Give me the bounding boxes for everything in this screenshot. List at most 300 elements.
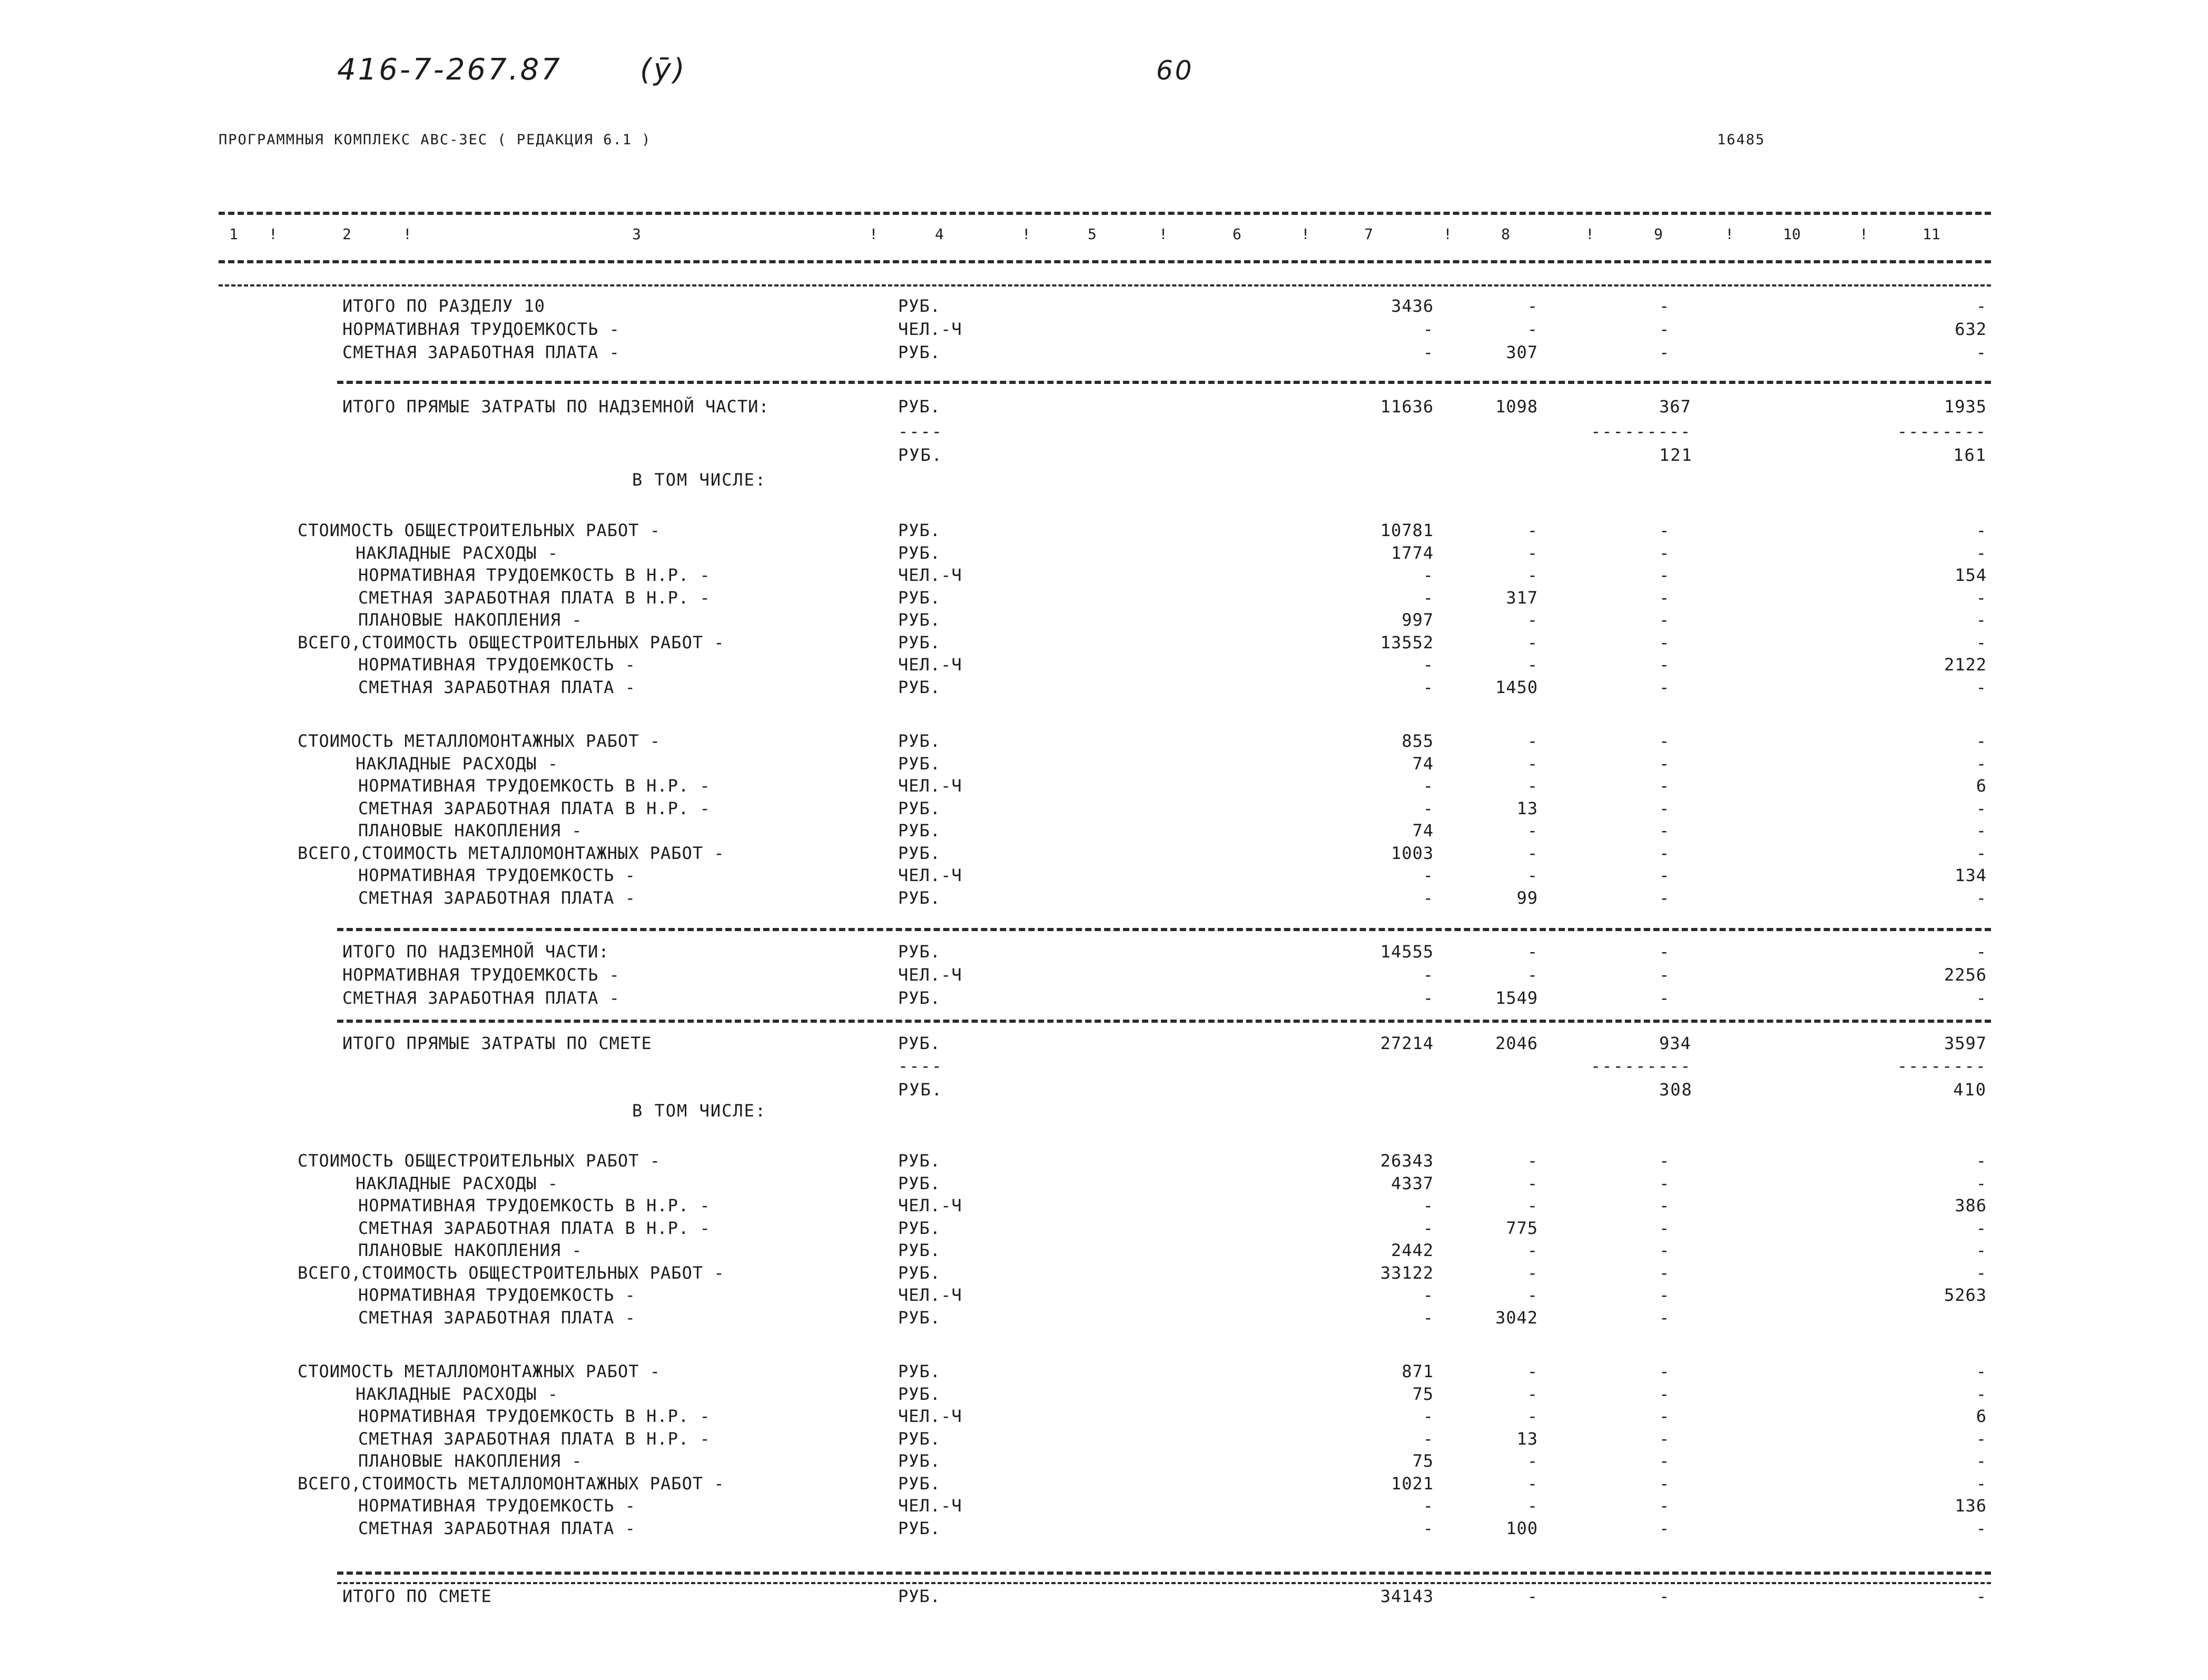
separator-3 [337,1020,1991,1023]
col8-value: - [1527,1151,1538,1171]
column-number: 10 [1783,225,1801,243]
row-label: ИТОГО ПРЯМЫЕ ЗАТРАТЫ ПО НАДЗЕМНОЙ ЧАСТИ: [342,397,770,417]
row-unit: РУБ. [898,753,941,774]
row-unit: РУБ. [898,1473,941,1494]
column-separator: ! [1022,225,1031,243]
col7-value: 74 [1412,753,1434,774]
table-row [0,1384,2208,1407]
col9-value: - [1659,865,1670,885]
row-label: НОРМАТИВНАЯ ТРУДОЕМКОСТЬ В Н.Р. - [358,1406,711,1426]
col8-value: - [1527,610,1538,630]
col8-value: 307 [1506,342,1538,362]
col9-dash: --------- [1591,1056,1692,1076]
col8-value: 99 [1516,887,1538,908]
col11-value: 410 [1953,1080,1987,1100]
row-unit: ЧЕЛ.-Ч [898,865,962,885]
col9-value: 308 [1659,1080,1693,1100]
col7-value: 34143 [1380,1586,1434,1606]
col11-value: 2256 [1944,965,1987,985]
row-unit: РУБ. [898,942,941,962]
separator-2 [337,928,1991,931]
col8-value: - [1527,655,1538,675]
col9-value: - [1659,1307,1670,1328]
col11-value: - [1976,296,1987,316]
column-separator: ! [1159,225,1168,243]
col9-value: 121 [1659,445,1693,465]
col11-value: 1935 [1944,397,1987,417]
doc-code: 416-7-267.87 [337,53,562,87]
col8-value: - [1527,1383,1538,1404]
column-number: 3 [632,225,641,243]
col11-value: - [1976,753,1987,774]
col9-dash: --------- [1591,421,1692,441]
col9-value: - [1659,520,1670,540]
table-row [0,1240,2208,1263]
col7-value: 1003 [1391,843,1434,863]
col9-value: - [1659,988,1670,1008]
col9-value: - [1659,1262,1670,1283]
col11-value: - [1976,988,1987,1008]
row-unit: ЧЕЛ.-Ч [898,1496,962,1516]
column-number: 6 [1233,225,1241,243]
col8-value: - [1527,1473,1538,1494]
col8-value: - [1527,1173,1538,1193]
col9-value: - [1659,296,1670,316]
handwritten-mark: (ӯ) [640,53,687,87]
col7-value: - [1423,865,1434,885]
row-unit: РУБ. [898,1080,943,1100]
table-row [0,754,2208,777]
col7-value: 33122 [1380,1262,1434,1283]
col7-value: 75 [1412,1383,1434,1404]
col9-value: - [1659,587,1670,608]
col7-value: 997 [1402,610,1434,630]
col9-value: - [1659,1496,1670,1516]
row-label: ПЛАНОВЫЕ НАКОПЛЕНИЯ - [358,1451,583,1471]
col11-value: 2122 [1944,655,1987,675]
col11-value: - [1976,342,1987,362]
col9-value: - [1659,798,1670,818]
row-unit: РУБ. [898,1518,941,1538]
col11-value: 3597 [1944,1033,1987,1053]
col8-value: 1098 [1495,397,1538,417]
col9-value: - [1659,677,1670,697]
table-row [0,677,2208,700]
row-label: СМЕТНАЯ ЗАРАБОТНАЯ ПЛАТА - [342,342,620,362]
col11-value: 5263 [1944,1285,1987,1305]
subtitle-including: В ТОМ ЧИСЛЕ: [632,1101,767,1121]
header-bottom-rule [219,260,1991,263]
col8-value: 775 [1506,1218,1538,1238]
col8-value: - [1527,821,1538,841]
table-row [0,1406,2208,1429]
col11-value: - [1976,843,1987,863]
col7-value: - [1423,587,1434,608]
col7-value: - [1423,319,1434,339]
row-unit: РУБ. [898,677,941,697]
row-unit: РУБ. [898,632,941,653]
col11-value: - [1976,1473,1987,1494]
row-label: СМЕТНАЯ ЗАРАБОТНАЯ ПЛАТА - [342,988,620,1008]
row-unit: РУБ. [898,988,941,1008]
col9-value: - [1659,942,1670,962]
row-label: СМЕТНАЯ ЗАРАБОТНАЯ ПЛАТА В Н.Р. - [358,1218,711,1238]
row-label: ВСЕГО,СТОИМОСТЬ ОБЩЕСТРОИТЕЛЬНЫХ РАБОТ - [298,1262,725,1283]
col8-value: - [1527,1240,1538,1260]
col11-value: - [1976,610,1987,630]
table-row [0,942,2208,965]
col9-value: 934 [1659,1033,1691,1053]
col11-value: - [1976,587,1987,608]
col11-value: - [1976,632,1987,653]
row-label: СМЕТНАЯ ЗАРАБОТНАЯ ПЛАТА В Н.Р. - [358,1428,711,1449]
row-label: СМЕТНАЯ ЗАРАБОТНАЯ ПЛАТА - [358,1307,636,1328]
col11-value: - [1976,677,1987,697]
column-separator: ! [1859,225,1868,243]
row-unit: РУБ. [898,587,941,608]
column-separator: ! [869,225,878,243]
row-label: НОРМАТИВНАЯ ТРУДОЕМКОСТЬ - [342,965,620,985]
row-label: ПЛАНОВЫЕ НАКОПЛЕНИЯ - [358,821,583,841]
col11-value: 134 [1955,865,1987,885]
col8-value: - [1527,1496,1538,1516]
row-unit: РУБ. [898,731,941,751]
col7-value: 74 [1412,821,1434,841]
col11-value: - [1976,821,1987,841]
col8-value: - [1527,1451,1538,1471]
unit-dash: ---- [898,421,943,441]
column-separator: ! [1443,225,1452,243]
col11-value: 154 [1955,565,1987,585]
col9-value: - [1659,610,1670,630]
row-label: ПЛАНОВЫЕ НАКОПЛЕНИЯ - [358,610,583,630]
col9-value: - [1659,1586,1670,1606]
row-unit: РУБ. [898,1033,941,1053]
column-number: 2 [342,225,351,243]
row-unit: РУБ. [898,397,941,417]
col8-value: - [1527,942,1538,962]
table-row [0,965,2208,988]
col9-value: - [1659,965,1670,985]
table-row [0,988,2208,1011]
col7-value: 2442 [1391,1240,1434,1260]
column-number: 9 [1654,225,1663,243]
col9-value: - [1659,565,1670,585]
column-number: 11 [1923,225,1940,243]
col8-value: - [1527,1285,1538,1305]
row-label: НАКЛАДНЫЕ РАСХОДЫ - [356,1173,559,1193]
col11-value: - [1976,1151,1987,1171]
separator-1 [337,381,1991,384]
col7-value: 26343 [1380,1151,1434,1171]
table-row [0,319,2208,342]
col8-value: - [1527,1262,1538,1283]
col11-value: - [1976,542,1987,563]
col9-value: - [1659,632,1670,653]
col9-value: - [1659,1218,1670,1238]
row-label: ПЛАНОВЫЕ НАКОПЛЕНИЯ - [358,1240,583,1260]
col7-value: 13552 [1380,632,1434,653]
col11-value: - [1976,1218,1987,1238]
table-row [0,1033,2208,1056]
col8-value: 1450 [1495,677,1538,697]
col11-value: - [1976,1428,1987,1449]
col9-value: - [1659,1383,1670,1404]
table-row [0,1518,2208,1541]
row-unit: РУБ. [898,610,941,630]
col8-value: 1549 [1495,988,1538,1008]
col7-value: - [1423,798,1434,818]
col8-value: - [1527,731,1538,751]
col11-value: 386 [1955,1195,1987,1215]
col7-value: - [1423,988,1434,1008]
col7-value: - [1423,965,1434,985]
row-label: СТОИМОСТЬ МЕТАЛЛОМОНТАЖНЫХ РАБОТ - [298,1361,661,1381]
row-unit: ЧЕЛ.-Ч [898,565,962,585]
table-row [0,397,2208,420]
row-label: СМЕТНАЯ ЗАРАБОТНАЯ ПЛАТА В Н.Р. - [358,587,711,608]
col8-value: - [1527,753,1538,774]
separator-5 [337,1582,1991,1584]
table-row [0,543,2208,566]
row-unit: РУБ. [898,887,941,908]
col9-value: - [1659,542,1670,563]
col7-value: - [1423,1496,1434,1516]
row-label: НОРМАТИВНАЯ ТРУДОЕМКОСТЬ В Н.Р. - [358,1195,711,1215]
col7-value: - [1423,887,1434,908]
table-row [0,1308,2208,1331]
col7-value: - [1423,776,1434,796]
col7-value: - [1423,1518,1434,1538]
col11-value: - [1976,1262,1987,1283]
row-unit: РУБ. [898,342,941,362]
col8-value: - [1527,296,1538,316]
col8-value: - [1527,632,1538,653]
col11-dash: -------- [1897,421,1987,441]
col11-value: - [1976,731,1987,751]
header-top-rule [219,212,1991,215]
row-label: НОРМАТИВНАЯ ТРУДОЕМКОСТЬ - [358,655,636,675]
row-label: НАКЛАДНЫЕ РАСХОДЫ - [356,542,559,563]
col9-value: - [1659,821,1670,841]
row-label: СМЕТНАЯ ЗАРАБОТНАЯ ПЛАТА - [358,887,636,908]
col7-value: 855 [1402,731,1434,751]
row-unit: ЧЕЛ.-Ч [898,776,962,796]
row-unit: РУБ. [898,1151,941,1171]
col8-value: - [1527,1361,1538,1381]
col7-value: - [1423,1285,1434,1305]
col7-value: - [1423,1218,1434,1238]
column-number: 4 [935,225,944,243]
row-unit: РУБ. [898,1218,941,1238]
col7-value: 1021 [1391,1473,1434,1494]
row-unit: РУБ. [898,843,941,863]
col9-value: - [1659,753,1670,774]
col7-value: 14555 [1380,942,1434,962]
row-label: СМЕТНАЯ ЗАРАБОТНАЯ ПЛАТА В Н.Р. - [358,798,711,818]
col11-value: 161 [1953,445,1987,465]
col9-value: - [1659,1151,1670,1171]
col8-value: 317 [1506,587,1538,608]
table-row [0,565,2208,588]
row-label: СТОИМОСТЬ ОБЩЕСТРОИТЕЛЬНЫХ РАБОТ - [298,1151,661,1171]
col7-value: - [1423,1428,1434,1449]
col7-value: - [1423,655,1434,675]
table-row [0,1195,2208,1219]
col8-value: - [1527,843,1538,863]
col7-value: - [1423,565,1434,585]
row-label: ИТОГО ПО РАЗДЕЛУ 10 [342,296,546,316]
col9-value: - [1659,655,1670,675]
row-unit: ЧЕЛ.-Ч [898,655,962,675]
col8-value: - [1527,776,1538,796]
col11-value: - [1976,1383,1987,1404]
col8-value: - [1527,965,1538,985]
col8-value: - [1527,1406,1538,1426]
table-row [0,1586,2208,1609]
table-row [0,798,2208,822]
column-number: 7 [1364,225,1373,243]
row-label: НОРМАТИВНАЯ ТРУДОЕМКОСТЬ - [358,1285,636,1305]
col9-value: 367 [1659,397,1691,417]
row-unit: ЧЕЛ.-Ч [898,1285,962,1305]
col8-value: - [1527,542,1538,563]
row-label: НАКЛАДНЫЕ РАСХОДЫ - [356,753,559,774]
col8-value: - [1527,565,1538,585]
row-label: ВСЕГО,СТОИМОСТЬ МЕТАЛЛОМОНТАЖНЫХ РАБОТ - [298,843,725,863]
table-row [0,296,2208,319]
col11-value: - [1976,1361,1987,1381]
subtitle-including: В ТОМ ЧИСЛЕ: [632,470,767,490]
row-label: СТОИМОСТЬ ОБЩЕСТРОИТЕЛЬНЫХ РАБОТ - [298,520,661,540]
col9-value: - [1659,1406,1670,1426]
unit-dash: ---- [898,1056,943,1076]
row-unit: РУБ. [898,1240,941,1260]
col9-value: - [1659,1361,1670,1381]
col7-value: 10781 [1380,520,1434,540]
col9-value: - [1659,319,1670,339]
col11-value: - [1976,520,1987,540]
row-label: ИТОГО ПО НАДЗЕМНОЙ ЧАСТИ: [342,942,609,962]
col8-value: 13 [1516,798,1538,818]
table-row [0,821,2208,844]
row-label: СМЕТНАЯ ЗАРАБОТНАЯ ПЛАТА - [358,1518,636,1538]
row-unit: РУБ. [898,1586,941,1606]
table-row [0,1496,2208,1519]
col9-value: - [1659,1518,1670,1538]
table-row [0,1429,2208,1452]
row-unit: РУБ. [898,445,943,465]
table-row [0,776,2208,799]
col8-value: - [1527,520,1538,540]
col11-value: - [1976,1173,1987,1193]
col7-value: 1774 [1391,542,1434,563]
table-row [0,342,2208,365]
row-unit: РУБ. [898,1173,941,1193]
col7-value: - [1423,1195,1434,1215]
column-separator: ! [1725,225,1734,243]
col11-value: - [1976,887,1987,908]
col9-value: - [1659,887,1670,908]
col8-value: 13 [1516,1428,1538,1449]
col8-value: - [1527,1586,1538,1606]
row-unit: РУБ. [898,1451,941,1471]
program-header: ПРОГРАММНЫЯ КОМПЛЕКС АВС-3ЕС ( РЕДАКЦИЯ 6.1 ) [219,132,652,148]
col8-value: 100 [1506,1518,1538,1538]
col9-value: - [1659,1473,1670,1494]
column-separator: ! [269,225,278,243]
col11-value: 632 [1955,319,1987,339]
row-label: НОРМАТИВНАЯ ТРУДОЕМКОСТЬ - [358,1496,636,1516]
col7-value: - [1423,1406,1434,1426]
col7-value: 27214 [1380,1033,1434,1053]
row-unit: РУБ. [898,798,941,818]
col8-value: 2046 [1495,1033,1538,1053]
row-label: СТОИМОСТЬ МЕТАЛЛОМОНТАЖНЫХ РАБОТ - [298,731,661,751]
table-row [0,520,2208,543]
column-separator: ! [403,225,412,243]
col11-value: - [1976,798,1987,818]
col7-value: 871 [1402,1361,1434,1381]
col7-value: - [1423,342,1434,362]
col11-value: 6 [1976,1406,1987,1426]
col11-value: 6 [1976,776,1987,796]
table-row [0,655,2208,678]
table-row [0,1263,2208,1286]
row-label: ВСЕГО,СТОИМОСТЬ МЕТАЛЛОМОНТАЖНЫХ РАБОТ - [298,1473,725,1494]
col11-value: - [1976,1518,1987,1538]
row-unit: ЧЕЛ.-Ч [898,965,962,985]
table-row [0,1173,2208,1197]
row-label: ВСЕГО,СТОИМОСТЬ ОБЩЕСТРОИТЕЛЬНЫХ РАБОТ - [298,632,725,653]
col8-value: - [1527,865,1538,885]
col9-value: - [1659,1173,1670,1193]
row-label: НОРМАТИВНАЯ ТРУДОЕМКОСТЬ В Н.Р. - [358,776,711,796]
table-row [0,588,2208,611]
col7-value: - [1423,1307,1434,1328]
col11-value: - [1976,1240,1987,1260]
col9-value: - [1659,342,1670,362]
table-row [0,731,2208,754]
col9-value: - [1659,1240,1670,1260]
col9-value: - [1659,1285,1670,1305]
col9-value: - [1659,843,1670,863]
row-label: НАКЛАДНЫЕ РАСХОДЫ - [356,1383,559,1404]
header-bottom-rule-2 [219,284,1991,286]
col7-value: 75 [1412,1451,1434,1471]
column-number: 5 [1088,225,1097,243]
col7-value: 3436 [1391,296,1434,316]
page-number: 60 [1156,55,1194,86]
col7-value: - [1423,677,1434,697]
row-label: ИТОГО ПРЯМЫЕ ЗАТРАТЫ ПО СМЕТЕ [342,1033,652,1053]
row-unit: ЧЕЛ.-Ч [898,1406,962,1426]
row-unit: РУБ. [898,1307,941,1328]
row-label: НОРМАТИВНАЯ ТРУДОЕМКОСТЬ - [358,865,636,885]
col11-dash: -------- [1897,1056,1987,1076]
row-label: ИТОГО ПО СМЕТЕ [342,1586,492,1606]
table-row [0,888,2208,911]
table-row [0,843,2208,866]
row-label: НОРМАТИВНАЯ ТРУДОЕМКОСТЬ В Н.Р. - [358,565,711,585]
row-unit: РУБ. [898,520,941,540]
column-separator: ! [1301,225,1310,243]
row-unit: РУБ. [898,821,941,841]
printout-number: 16485 [1717,132,1766,148]
table-row [0,1285,2208,1308]
separator-4 [337,1572,1991,1575]
column-separator: ! [1585,225,1594,243]
